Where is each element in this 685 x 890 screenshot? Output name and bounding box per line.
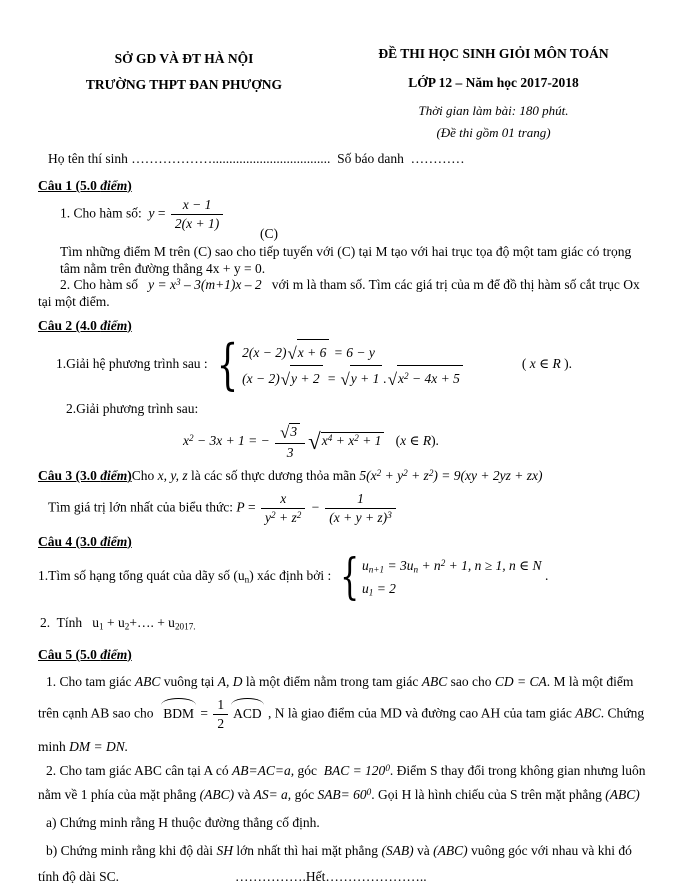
exam-duration: Thời gian làm bài: 180 phút.: [418, 103, 569, 118]
initial-condition: $u_1 = 2$: [361, 580, 396, 597]
q4p1-text: 1.Tìm số hạng tổng quát của dãy số $(u_n)$ xác định bởi :: [38, 567, 335, 585]
end-of-exam-marker: …………….Hết…………………..: [235, 869, 427, 885]
question-1: [38, 177, 657, 310]
question-5: [38, 643, 657, 889]
system-rows: [242, 339, 464, 391]
q5-final-text: tính độ dài SC.: [38, 869, 120, 885]
radical-sign: √: [280, 423, 290, 443]
radical-sign: √: [280, 370, 291, 390]
recurrence-system: [335, 547, 542, 605]
exam-pages-note: (Đề thi gồm 01 trang): [436, 125, 551, 140]
radical: [341, 365, 383, 391]
q5p1-line2: [38, 697, 657, 732]
fraction-denominator: 2: [217, 716, 225, 732]
q2p2-label: 2.Giải phương trình sau:: [66, 401, 199, 417]
question-2-heading: Câu 2 (4.0 điểm): [38, 318, 132, 334]
tail-period: .: [541, 567, 549, 583]
system-brace: {: [339, 547, 359, 605]
question-4: [38, 533, 657, 631]
candidate-id-label: Số báo danh: [330, 151, 411, 166]
radical-sign: √: [308, 429, 321, 455]
exam-title: ĐỀ THI HỌC SINH GIỎI MÔN TOÁN: [378, 46, 609, 61]
q1p1-text-2: tâm nằm trên đường thẳng 4x + y = 0.: [60, 260, 266, 276]
radical: [288, 339, 330, 365]
q5p2-line2: nằm về 1 phía của mặt phẳng (ABC) và AS= a, góc $SAB= 60^0$. Gọi H là hình chiếu của S trên mặt phẳng (ABC): [38, 787, 640, 803]
equals-sign: =: [196, 705, 212, 721]
q2p2-equation: [183, 423, 657, 461]
q5-final-line: [38, 865, 657, 889]
q1p2-text: 2. Cho hàm số $y = x^3 - 3(m+1)x - 2$ với m là tham số. Tìm các giá trị của m để đồ thị hàm số cắt trục Ox: [60, 277, 640, 293]
question-5-heading: Câu 5 (5.0 điểm): [38, 647, 132, 663]
candidate-name-label: Họ tên thí sinh: [48, 151, 132, 166]
fraction-denominator: 2(x + 1): [174, 216, 220, 231]
q3-find-label: Tìm giá trị lớn nhất của biểu thức: P =: [48, 499, 260, 515]
eq3-lhs: $x^2 - 3x + 1$ = −: [183, 433, 274, 449]
domain-note: (x ∈ R).: [385, 433, 439, 449]
fraction: [259, 491, 307, 526]
fraction-denominator: $y^2 + z^2$: [265, 509, 302, 525]
fraction-numerator: 1: [325, 491, 396, 509]
q5-part-a: a) Chứng minh rằng H thuộc đường thẳng cố định.: [46, 815, 320, 831]
recurrence-equation: $u_{n+1} = 3u_n + n^2 + 1$, n ≥ 1, n ∈ N: [361, 557, 542, 574]
q5p1-line3: minh DM = DN.: [38, 739, 129, 755]
curve-label: (C): [260, 226, 278, 241]
radicand: 3: [289, 423, 300, 440]
exam-title-block: [330, 46, 657, 141]
fraction-numerator: x: [261, 491, 305, 509]
fraction: [273, 423, 307, 461]
q1p1-intro: 1. Cho hàm số: y =: [60, 205, 169, 221]
radical-sign: √: [340, 370, 350, 390]
eq1-rhs: = 6 − y: [330, 345, 375, 361]
q3-objective-line: [48, 491, 657, 526]
exam-header: [38, 46, 657, 141]
radical-sign: √: [287, 344, 297, 364]
q5p1-line2-pre: trên cạnh AB sao cho: [38, 705, 161, 721]
angle-arc-acd: ACD: [231, 698, 264, 726]
q5p1-line2-post: , N là giao điểm của MD và đường cao AH của tam giác ABC. Chứng: [264, 705, 645, 721]
system-rows: [362, 554, 542, 600]
eq2-equals: =: [323, 371, 340, 387]
eq1-lhs: 2(x − 2): [242, 345, 287, 361]
radicand: $x^2 - 4x + 5$: [397, 365, 463, 391]
q1p1-text-1: Tìm những điểm M trên (C) sao cho tiếp tuyến với (C) tại M tạo với hai trục tọa độ một tam giác có trọng: [60, 244, 632, 260]
radical: [281, 365, 323, 391]
candidate-line: [48, 150, 657, 167]
fraction-numerator: x − 1: [171, 197, 223, 215]
question-1-heading: Câu 1 (5.0 điểm): [38, 178, 132, 193]
candidate-name-dots: ………………...................................: [131, 151, 331, 166]
q4p1-line: [38, 547, 657, 605]
fraction: [169, 197, 225, 232]
eq2-dot: .: [383, 371, 387, 387]
radical: [280, 423, 300, 442]
radical: [308, 431, 384, 454]
q4p2-text: 2. Tính $u_1$ + $u_2+\dots$. + $u_{2017.}$: [40, 614, 196, 631]
q2p1-label: 1.Giải hệ phương trình sau :: [56, 356, 212, 372]
fraction-denominator: 3: [286, 445, 294, 461]
q1p2-text-cont: tại một điểm.: [38, 293, 110, 309]
domain-note: ( x ∈ R ).: [521, 356, 572, 372]
q5-part-b: b) Chứng minh rằng khi độ dài SH lớn nhất thì hai mặt phẳng (SAB) và (ABC) vuông góc với nhau và khi đó: [46, 843, 632, 859]
question-3-heading-line: [38, 468, 657, 484]
radicand: y + 2: [290, 365, 323, 391]
department-name: SỞ GD VÀ ĐT HÀ NỘI: [114, 51, 254, 66]
question-4-heading: Câu 4 (3.0 điểm): [38, 533, 132, 549]
radicand: x + 6: [297, 339, 330, 365]
fraction-numerator: [275, 423, 305, 444]
radicand: y + 1: [350, 365, 383, 391]
eq2-lhs: (x − 2): [242, 371, 280, 387]
radicand: $x^4 + x^2 + 1$: [321, 432, 385, 449]
q5p2-line1: 2. Cho tam giác ABC cân tại A có AB=AC=a, góc BAC = $120^0$. Điểm S thay đổi trong không gian nhưng luôn: [46, 763, 646, 779]
angle-arc-bdm: BDM: [161, 698, 196, 726]
question-2: [38, 317, 657, 461]
candidate-id-dots: …………: [410, 151, 465, 166]
exam-grade-year: LỚP 12 – Năm học 2017-2018: [408, 75, 579, 90]
question-3-heading: Câu 3 (3.0 điểm): [38, 468, 132, 484]
minus-sign: −: [307, 499, 324, 515]
system-equation-2: [242, 365, 464, 391]
system-brace: {: [216, 333, 239, 397]
q5p1-line1: 1. Cho tam giác ABC vuông tại A, D là một điểm nằm trong tam giác ABC sao cho CD = CA. M là một điểm: [46, 674, 634, 690]
school-block: [38, 51, 330, 141]
fraction-numerator: 1: [213, 697, 228, 715]
fraction-denominator: $(x + y + z)^3$: [329, 509, 392, 525]
equation-system: [211, 333, 572, 397]
fraction: [211, 697, 230, 732]
radical: [388, 365, 463, 391]
radical-sign: √: [387, 370, 398, 390]
system-equation-1: [242, 339, 464, 365]
school-name: TRƯỜNG THPT ĐAN PHƯỢNG: [85, 77, 283, 92]
fraction: [323, 491, 398, 526]
q3-intro: Cho x, y, z là các số thực dương thỏa mãn $5(x^2 + y^2 + z^2) = 9(xy + 2yz + zx)$: [131, 468, 543, 484]
question-3: [38, 468, 657, 525]
q2p1-system-line: [56, 333, 657, 397]
